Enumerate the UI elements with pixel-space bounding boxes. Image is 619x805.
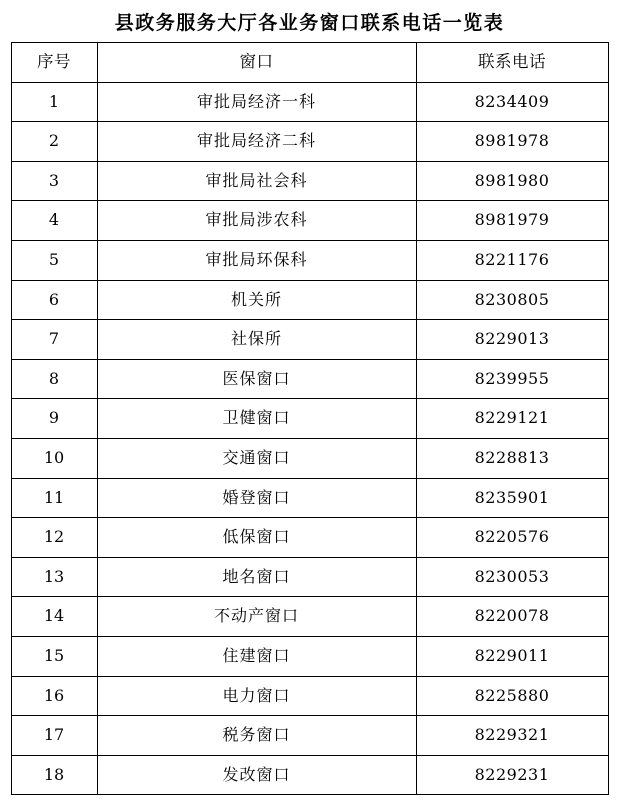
cell-phone: 8220078: [416, 597, 608, 637]
column-header-phone: 联系电话: [416, 43, 608, 83]
table-row: [11, 359, 608, 399]
table-row: [11, 320, 608, 360]
table-row: [11, 82, 608, 122]
table-row: [11, 399, 608, 439]
cell-index: 4: [11, 201, 97, 241]
cell-index: 2: [11, 122, 97, 162]
cell-index: 14: [11, 597, 97, 637]
cell-index: 17: [11, 716, 97, 756]
table-row: [11, 755, 608, 795]
cell-window: 税务窗口: [97, 716, 416, 756]
cell-phone: 8225880: [416, 676, 608, 716]
cell-window: 卫健窗口: [97, 399, 416, 439]
table-row: [11, 518, 608, 558]
cell-window: 婚登窗口: [97, 478, 416, 518]
service-windows-table: [11, 42, 609, 795]
cell-index: 12: [11, 518, 97, 558]
cell-window: 不动产窗口: [97, 597, 416, 637]
cell-window: 地名窗口: [97, 557, 416, 597]
cell-phone: 8981979: [416, 201, 608, 241]
table-row: [11, 438, 608, 478]
table-row: [11, 240, 608, 280]
table-row: [11, 716, 608, 756]
cell-index: 9: [11, 399, 97, 439]
cell-window: 医保窗口: [97, 359, 416, 399]
cell-index: 15: [11, 636, 97, 676]
cell-index: 11: [11, 478, 97, 518]
cell-index: 16: [11, 676, 97, 716]
cell-phone: 8239955: [416, 359, 608, 399]
cell-window: 机关所: [97, 280, 416, 320]
table-header: [11, 43, 608, 83]
cell-window: 审批局涉农科: [97, 201, 416, 241]
table-row: [11, 597, 608, 637]
cell-window: 住建窗口: [97, 636, 416, 676]
cell-index: 18: [11, 755, 97, 795]
table-row: [11, 676, 608, 716]
cell-index: 6: [11, 280, 97, 320]
cell-phone: 8234409: [416, 82, 608, 122]
table-row: [11, 478, 608, 518]
cell-index: 3: [11, 161, 97, 201]
column-header-window: 窗口: [97, 43, 416, 83]
cell-phone: 8229231: [416, 755, 608, 795]
table-row: [11, 636, 608, 676]
cell-window: 电力窗口: [97, 676, 416, 716]
cell-index: 8: [11, 359, 97, 399]
table-row: [11, 557, 608, 597]
cell-window: 发改窗口: [97, 755, 416, 795]
table-row: [11, 280, 608, 320]
page-title: 县政务服务大厅各业务窗口联系电话一览表: [114, 12, 505, 34]
table-body: [11, 82, 608, 795]
cell-phone: 8229121: [416, 399, 608, 439]
cell-window: 社保所: [97, 320, 416, 360]
cell-window: 审批局环保科: [97, 240, 416, 280]
cell-window: 审批局经济一科: [97, 82, 416, 122]
cell-phone: 8230805: [416, 280, 608, 320]
column-header-index: 序号: [11, 43, 97, 83]
cell-phone: 8228813: [416, 438, 608, 478]
cell-phone: 8229321: [416, 716, 608, 756]
cell-window: 审批局经济二科: [97, 122, 416, 162]
cell-index: 5: [11, 240, 97, 280]
cell-index: 1: [11, 82, 97, 122]
cell-phone: 8221176: [416, 240, 608, 280]
table-header-row: [11, 43, 608, 83]
table-row: [11, 201, 608, 241]
cell-index: 7: [11, 320, 97, 360]
cell-index: 13: [11, 557, 97, 597]
cell-phone: 8230053: [416, 557, 608, 597]
cell-index: 10: [11, 438, 97, 478]
cell-phone: 8229011: [416, 636, 608, 676]
cell-phone: 8981978: [416, 122, 608, 162]
cell-phone: 8220576: [416, 518, 608, 558]
table-row: [11, 122, 608, 162]
cell-window: 交通窗口: [97, 438, 416, 478]
cell-window: 审批局社会科: [97, 161, 416, 201]
cell-phone: 8981980: [416, 161, 608, 201]
cell-phone: 8235901: [416, 478, 608, 518]
table-row: [11, 161, 608, 201]
cell-phone: 8229013: [416, 320, 608, 360]
cell-window: 低保窗口: [97, 518, 416, 558]
